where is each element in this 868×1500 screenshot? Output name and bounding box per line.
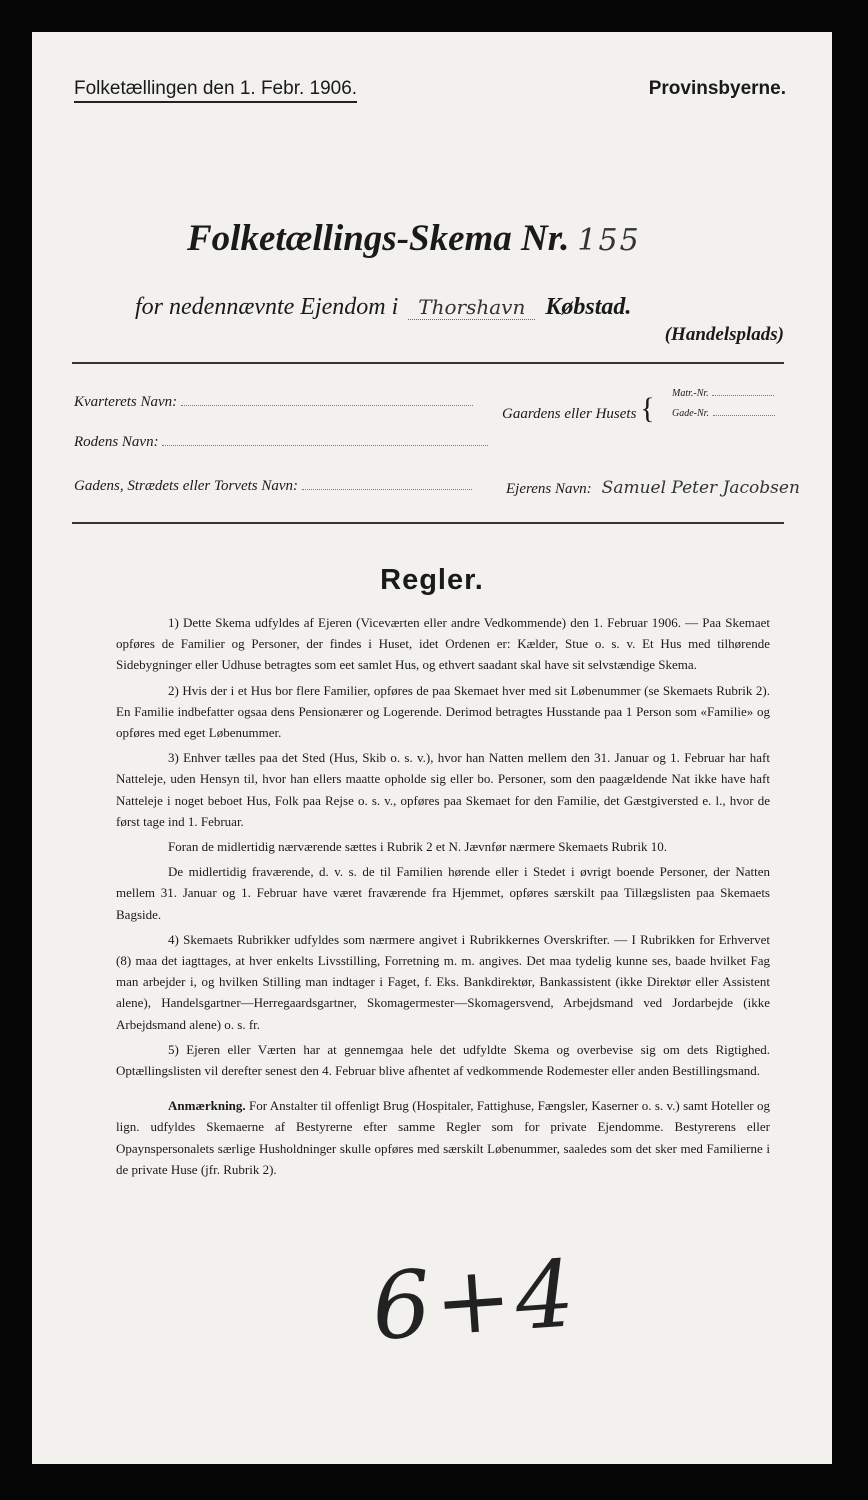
rule-paragraph: De midlertidig fraværende, d. v. s. de til Familien hørende eller i Stedet i øvrigt boende Personer, der Natten mellem 31. Januar og 1. Februar have været fraværende fra Hjemmet, opføres særskilt paa Tillægslisten paa Skemaets Bagside. [116, 864, 770, 922]
rules-title: Regler. [380, 564, 484, 596]
owner-label: Ejerens Navn: [506, 481, 592, 497]
bottom-divider [72, 522, 784, 524]
rode-value [162, 445, 488, 446]
house-label: Gaardens eller Husets [502, 406, 637, 422]
remark-text: For Anstalter til offenligt Brug (Hospitaler, Fattighuse, Fængsler, Kaserner o. s. v.) samt Hoteller og lign. udfyldes Skemaerne af Bestyrerne efter samme Regler som for private Ejendomme. Bestyrerens eller Opaynspersonalets særlige Husholdninger skulle opføres med særskilt Løbenummer, saaledes som det sker med Familierne i de private Huse (jfr. Rubrik 2). [116, 1098, 770, 1177]
brace-icon: { [640, 392, 655, 425]
form-title-text: Folketællings-Skema Nr. [187, 218, 570, 259]
handwritten-count: 6+4 [368, 1239, 582, 1362]
gade-nr-field [672, 404, 775, 421]
region-label: Provinsbyerne. [648, 78, 786, 99]
street-field [74, 478, 472, 495]
gade-nr-value [713, 415, 775, 416]
rule-paragraph: 3) Enhver tælles paa det Sted (Hus, Skib o. s. v.), hvor han Natten mellem den 31. Januar og 1. Februar har haft Natteleje, uden Hensyn til, hvor han ellers maatte opholde sig eller bo. Personer, som den paagældende Nat ikke have haft Natteleje i noget beboet Hus, Folk paa Rejse o. s. v., opføres paa Skemaet for den Familie, det Gæstgiversted e. l., hvor de først tage ind 1. Februar. [116, 750, 770, 829]
street-label: Gadens, Strædets eller Torvets Navn: [74, 478, 299, 494]
gade-nr-label: Gade-Nr. [672, 408, 709, 419]
owner-name: Samuel Peter Jacobsen [601, 478, 800, 498]
rule-paragraph: 1) Dette Skema udfyldes af Ejeren (Viceværten eller andre Vedkommende) den 1. Februar 1906. — Paa Skemaet opføres de Familier og Personer, der findes i Huset, idet Ordenen er: Kælder, Stue o. s. v. Et Hus med tilhørende Sidebygninger eller Udhuse betragtes som eet samlet Hus, og ethvert saadant skal have sit selvstændige Skema. [116, 615, 770, 673]
matr-field [672, 384, 774, 401]
rode-label: Rodens Navn: [74, 434, 159, 450]
quarter-value [181, 405, 473, 406]
street-value [302, 489, 472, 490]
top-divider [72, 362, 784, 364]
property-line [135, 294, 631, 321]
rule-paragraph: 2) Hvis der i et Hus bor flere Familier, opføres de paa Skemaet hver med sit Løbenummer (se Skemaets Rubrik 2). En Familie indbefatter ogsaa dens Pensionærer og Logerende. Derimod betragtes Husstande paa 1 Person som «Familie» og opføres med eget Løbenummer. [116, 682, 770, 741]
property-prefix: for nedennævnte Ejendom i [135, 294, 399, 320]
form-title [187, 217, 641, 260]
form-number: 155 [577, 223, 641, 258]
rule-paragraph: 4) Skemaets Rubrikker udfyldes som nærmere angivet i Rubrikkernes Overskrifter. — I Rubrikken for Erhvervet (8) maa det iagttages, at hver enkelts Livsstilling, Forretning m. m. angives. Det maa tydelig kunne ses, baade hvilket Fag man arbejder i, og hvilken Stilling man indtager i Faget, f. Eks. Bankdirektør, Bankassistent (ikke Direktør eller Assistent alene), Handelsgartner—Herregaardsgartner, Skomagermester—Skomagersvend, Arbejdsmand ved Jordarbejde (ikke Arbejdsmand alene) o. s. fr. [116, 931, 770, 1032]
rule-paragraph: Foran de midlertidig nærværende sættes i Rubrik 2 et N. Jævnfør nærmere Skemaets Rubrik 10. [168, 839, 667, 855]
owner-field [506, 478, 800, 498]
town-name: Thorshavn [408, 295, 535, 320]
census-header: Folketællingen den 1. Febr. 1906. [74, 78, 357, 103]
town-type: Købstad. [545, 294, 632, 320]
rules-text [116, 612, 770, 1184]
town-type-alt: (Handelsplads) [664, 324, 784, 345]
remark-label: Anmærkning. [168, 1098, 246, 1114]
house-field [502, 394, 655, 424]
rode-field [74, 434, 488, 451]
census-form-page [32, 32, 832, 1464]
quarter-field [74, 394, 473, 411]
matr-label: Matr.-Nr. [672, 388, 709, 399]
remark-paragraph [116, 1095, 770, 1180]
rule-paragraph: 5) Ejeren eller Værten har at gennemgaa hele det udfyldte Skema og overbevise sig om dets Rigtighed. Optællingslisten vil derefter senest den 4. Februar blive afhentet af vedkommende Rodemester eller anden Bestillingsmand. [116, 1041, 770, 1079]
quarter-label: Kvarterets Navn: [74, 394, 178, 410]
matr-value [712, 395, 774, 396]
